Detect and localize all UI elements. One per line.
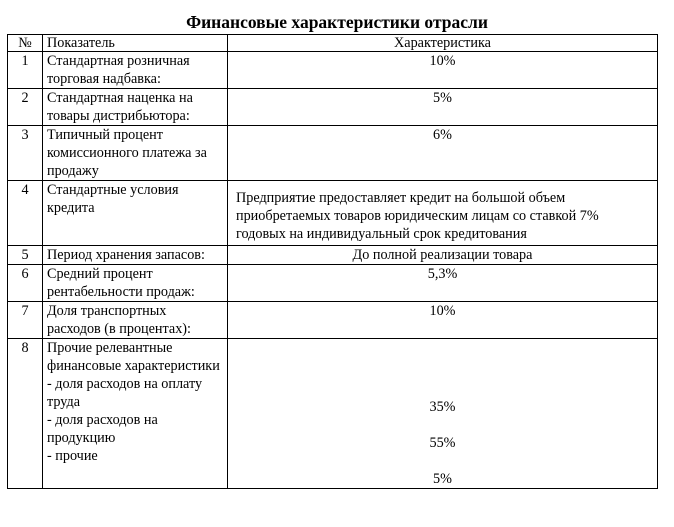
table-header-row xyxy=(8,35,658,52)
row-value: 5,3% xyxy=(228,265,658,302)
row-indicator: Стандартная наценка на товары дистрибьютора: xyxy=(43,89,228,126)
header-value: Характеристика xyxy=(228,35,658,52)
row-indicator: Стандартная розничная торговая надбавка: xyxy=(43,52,228,89)
row-indicator-group xyxy=(43,339,228,489)
row-num: 8 xyxy=(8,339,43,489)
row-num: 3 xyxy=(8,126,43,181)
row-num: 6 xyxy=(8,265,43,302)
row-indicator: Типичный процент комиссионного платежа за продажу xyxy=(43,126,228,181)
row-num: 5 xyxy=(8,246,43,265)
sub-value-labor: 35% xyxy=(429,399,456,415)
row-value: 10% xyxy=(228,302,658,339)
sub-value-other: 5% xyxy=(433,471,452,487)
row-indicator: Период хранения запасов: xyxy=(43,246,228,265)
table-row xyxy=(8,246,658,265)
row-num: 7 xyxy=(8,302,43,339)
table-row xyxy=(8,52,658,89)
table-row xyxy=(8,339,658,489)
row-num: 2 xyxy=(8,89,43,126)
row-value: 10% xyxy=(228,52,658,89)
sub-value-products: 55% xyxy=(429,435,456,451)
document-title: Финансовые характеристики отрасли xyxy=(186,12,488,32)
row-num: 4 xyxy=(8,181,43,246)
sub-indicator-products: - доля расходов на продукцию xyxy=(47,412,158,446)
table-row xyxy=(8,89,658,126)
row-num: 1 xyxy=(8,52,43,89)
row-indicator: Доля транспортных расходов (в процентах): xyxy=(43,302,228,339)
sub-indicator-labor: - доля расходов на оплату труда xyxy=(47,376,203,410)
table-row xyxy=(8,265,658,302)
table-row xyxy=(8,181,658,246)
row-indicator: Прочие релевантные финансовые характеристики xyxy=(47,340,220,374)
row-indicator: Стандартные условия кредита xyxy=(43,181,228,246)
row-value: 5% xyxy=(228,89,658,126)
table-row xyxy=(8,302,658,339)
sub-indicator-other: - прочие xyxy=(47,448,98,464)
header-num: № xyxy=(8,35,43,52)
table-row xyxy=(8,126,658,181)
row-value-group xyxy=(228,339,658,489)
row-value: 6% xyxy=(228,126,658,181)
row-value: До полной реализации товара xyxy=(228,246,658,265)
header-indicator: Показатель xyxy=(43,35,228,52)
row-value: Предприятие предоставляет кредит на большой объем приобретаемых товаров юридическим лицам со ставкой 7% годовых на индивидуальный срок кредитования xyxy=(228,181,658,246)
row-indicator: Средний процент рентабельности продаж: xyxy=(43,265,228,302)
financial-characteristics-table xyxy=(7,34,658,489)
